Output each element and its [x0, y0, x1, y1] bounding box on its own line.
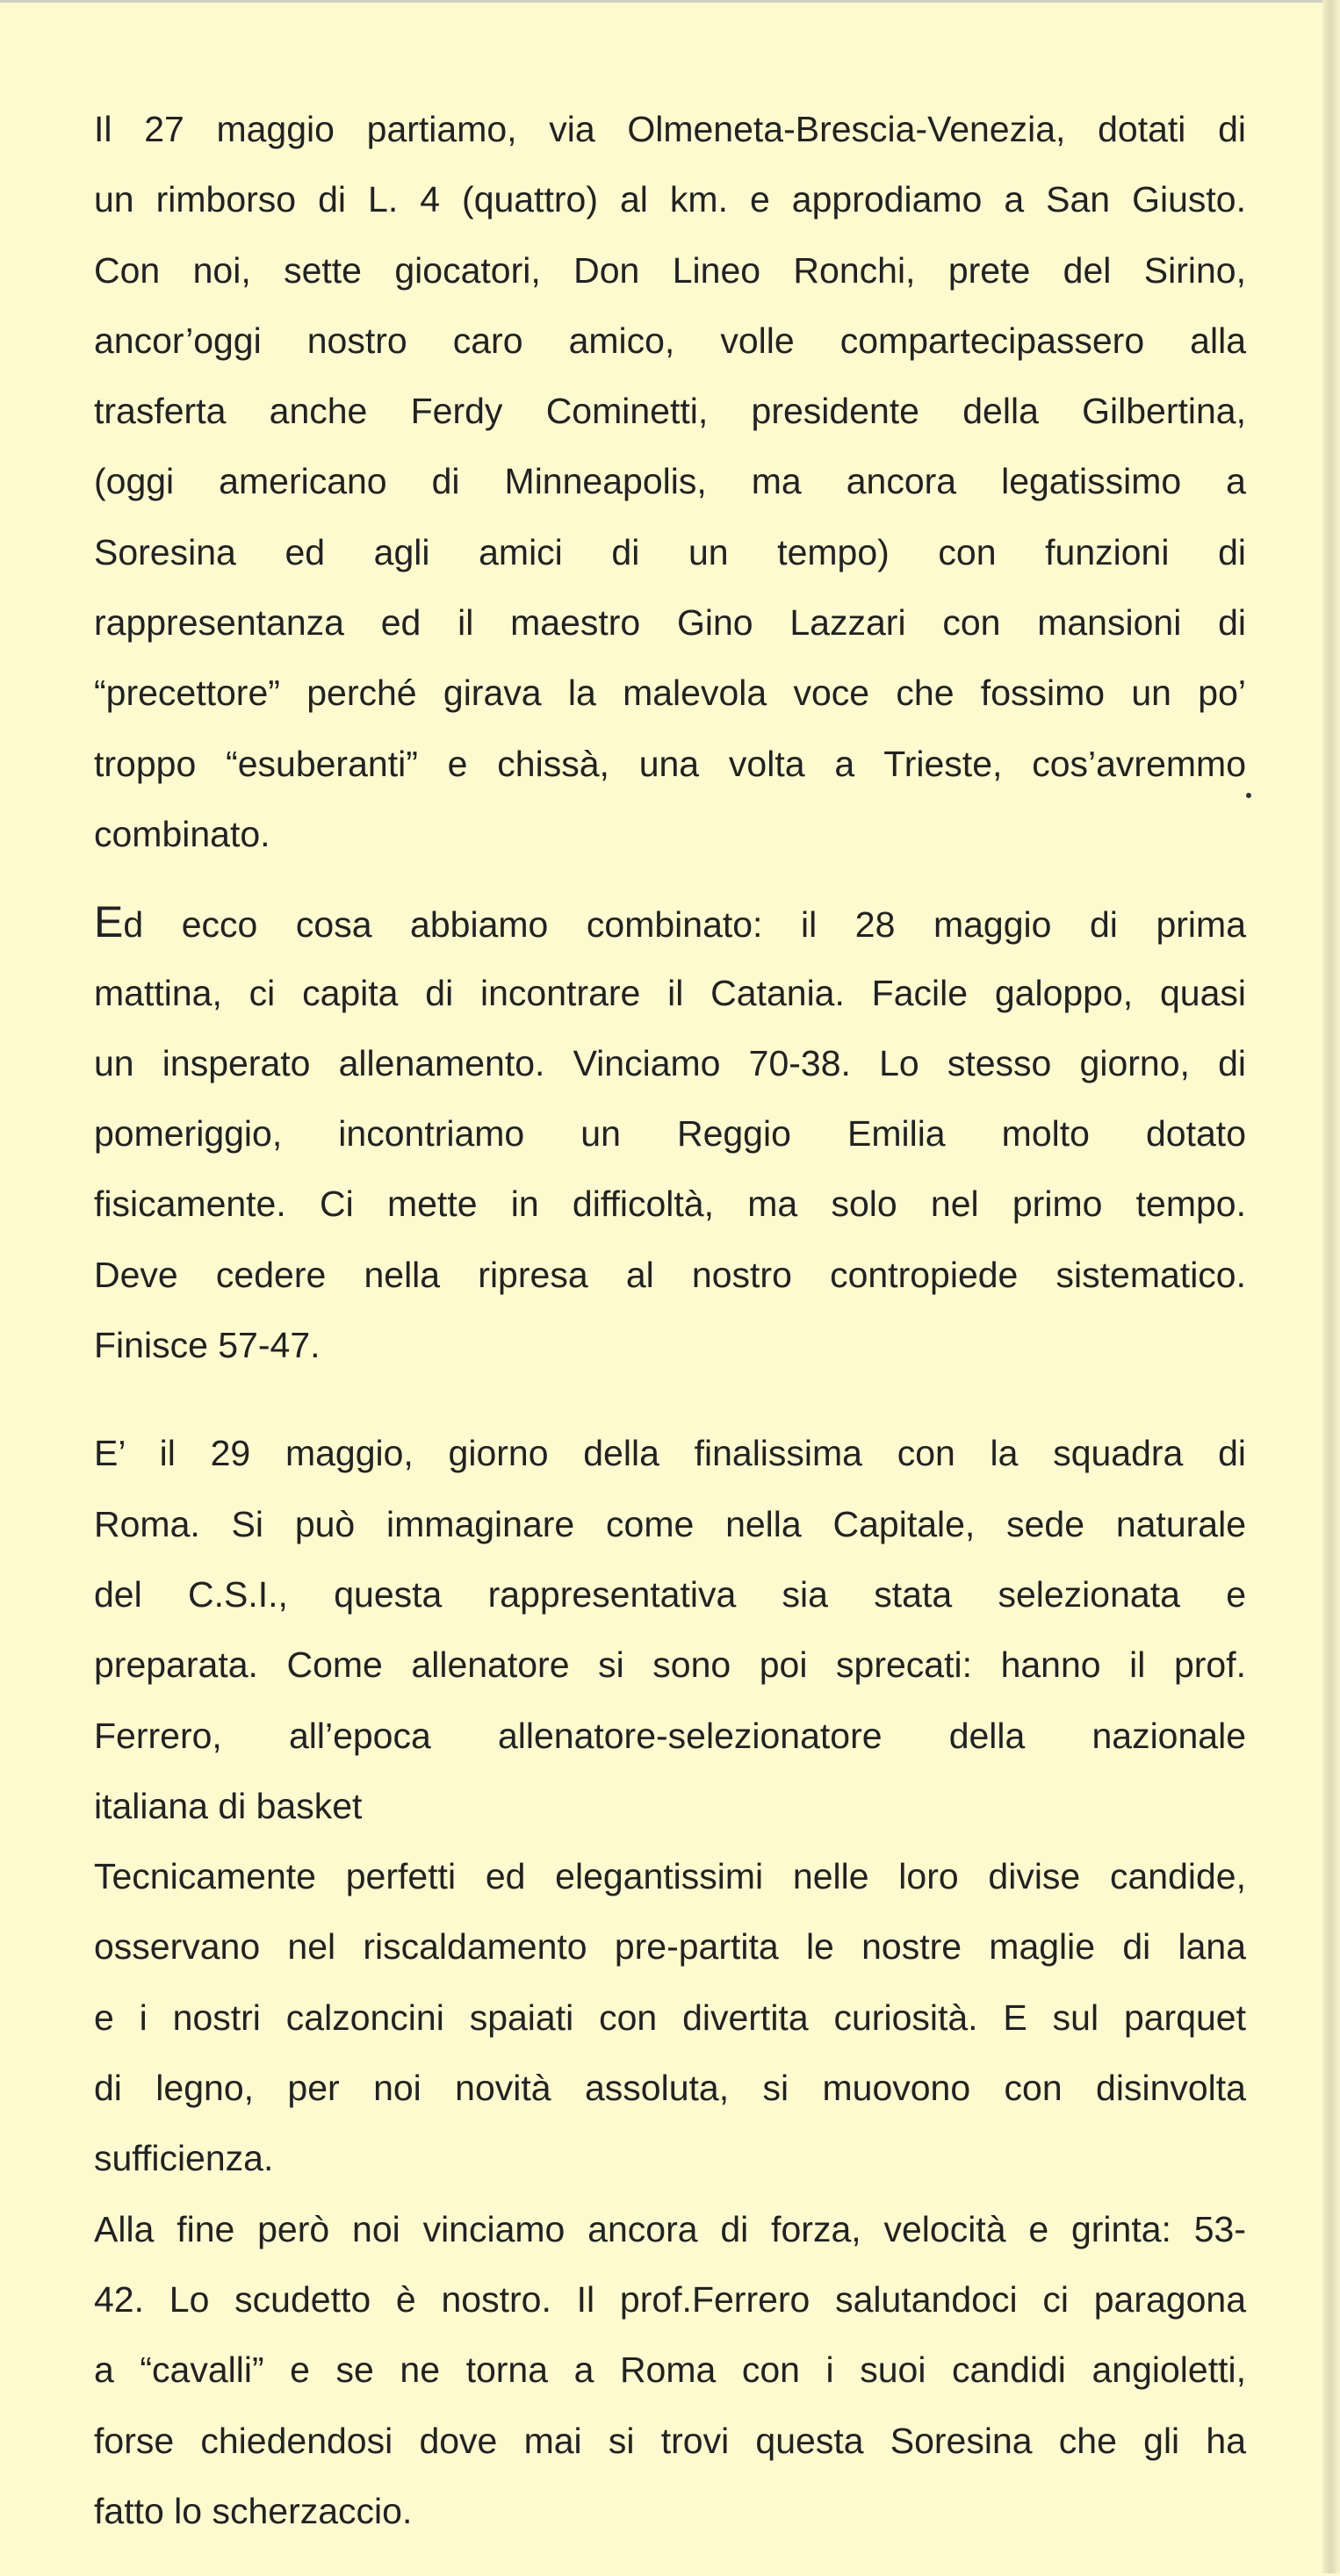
text-line: preparata. Come allenatore si sono poi sprecati: hanno il prof. — [94, 1644, 1246, 1686]
text-line: pomeriggio, incontriamo un Reggio Emilia molto dotato — [94, 1113, 1246, 1155]
text-line: troppo “esuberanti” e chissà, una volta a Trieste, cos’avremmo — [94, 743, 1246, 784]
text-line: un rimborso di L. 4 (quattro) al km. e approdiamo a San Giusto. — [94, 179, 1246, 220]
paragraph-final — [94, 1418, 1246, 1841]
text-line: “precettore” perché girava la malevola voce che fossimo un po’ — [94, 673, 1246, 714]
text-line: del C.S.I., questa rappresentativa sia stata selezionata e — [94, 1573, 1246, 1615]
text-line: E’ il 29 maggio, giorno della finalissima con la squadra di — [94, 1433, 1246, 1474]
text-line: un insperato allenamento. Vinciamo 70-38. Lo stesso giorno, di — [94, 1042, 1246, 1083]
text-line: Roma. Si può immaginare come nella Capitale, sede naturale — [94, 1503, 1246, 1544]
page-edge-shadow — [1322, 0, 1340, 2573]
text-line: Soresina ed agli amici di un tempo) con funzioni di — [94, 531, 1246, 572]
paragraph-warmup — [94, 1841, 1246, 2193]
text-line: mattina, ci capita di incontrare il Catania. Facile galoppo, quasi — [94, 972, 1246, 1013]
text-line — [94, 887, 1246, 957]
paragraph-departure — [94, 94, 1246, 869]
paragraph-spacer — [94, 869, 1246, 887]
text-line: italiana di basket — [94, 1785, 363, 1826]
paragraph-games — [94, 887, 1246, 1380]
text-line: fisicamente. Ci mette in difficoltà, ma solo nel primo tempo. — [94, 1184, 1246, 1225]
text-line: (oggi americano di Minneapolis, ma ancora legatissimo a — [94, 461, 1246, 502]
text-line: a “cavalli” e se ne torna a Roma con i suoi candidi angioletti, — [94, 2349, 1246, 2391]
text-line: Ferrero, all’epoca allenatore-selezionatore della nazionale — [94, 1715, 1246, 1756]
text-line: e i nostri calzoncini spaiati con divertita curiosità. E sul parquet — [94, 1997, 1246, 2038]
text-line: Tecnicamente perfetti ed elegantissimi nelle loro divise candide, — [94, 1856, 1246, 1897]
text-line: Alla fine però noi vinciamo ancora di forza, velocità e grinta: 53- — [94, 2208, 1246, 2249]
drop-cap: E — [94, 897, 124, 947]
text-line: trasferta anche Ferdy Cominetti, presidente della Gilbertina, — [94, 391, 1246, 432]
paragraph-victory — [94, 2194, 1246, 2546]
paragraph-spacer — [94, 1380, 1246, 1418]
text-line: 42. Lo scudetto è nostro. Il prof.Ferrero salutandoci ci paragona — [94, 2278, 1246, 2320]
text-line-rest: d ecco cosa abbiamo combinato: il 28 maggio di prima — [123, 904, 1246, 946]
text-line: di legno, per noi novità assoluta, si muovono con disinvolta — [94, 2068, 1246, 2109]
text-line: rappresentanza ed il maestro Gino Lazzari con mansioni di — [94, 602, 1246, 644]
text-line: forse chiedendosi dove mai si trovi questa Soresina che gli ha — [94, 2420, 1246, 2461]
text-line: Con noi, sette giocatori, Don Lineo Ronchi, prete del Sirino, — [94, 249, 1246, 291]
text-line: Finisce 57-47. — [94, 1325, 321, 1366]
text-line: Deve cedere nella ripresa al nostro contropiede sistematico. — [94, 1254, 1246, 1295]
text-line: osservano nel riscaldamento pre-partita le nostre maglie di lana — [94, 1926, 1246, 1968]
text-line: ancor’oggi nostro caro amico, volle compartecipassero alla — [94, 320, 1246, 361]
body-text — [94, 94, 1246, 2546]
ink-speck — [1246, 793, 1251, 798]
text-line: sufficienza. — [94, 2138, 274, 2179]
text-line: fatto lo scherzaccio. — [94, 2490, 413, 2531]
text-line: combinato. — [94, 813, 270, 854]
text-line: Il 27 maggio partiamo, via Olmeneta-Brescia-Venezia, dotati di — [94, 109, 1246, 149]
